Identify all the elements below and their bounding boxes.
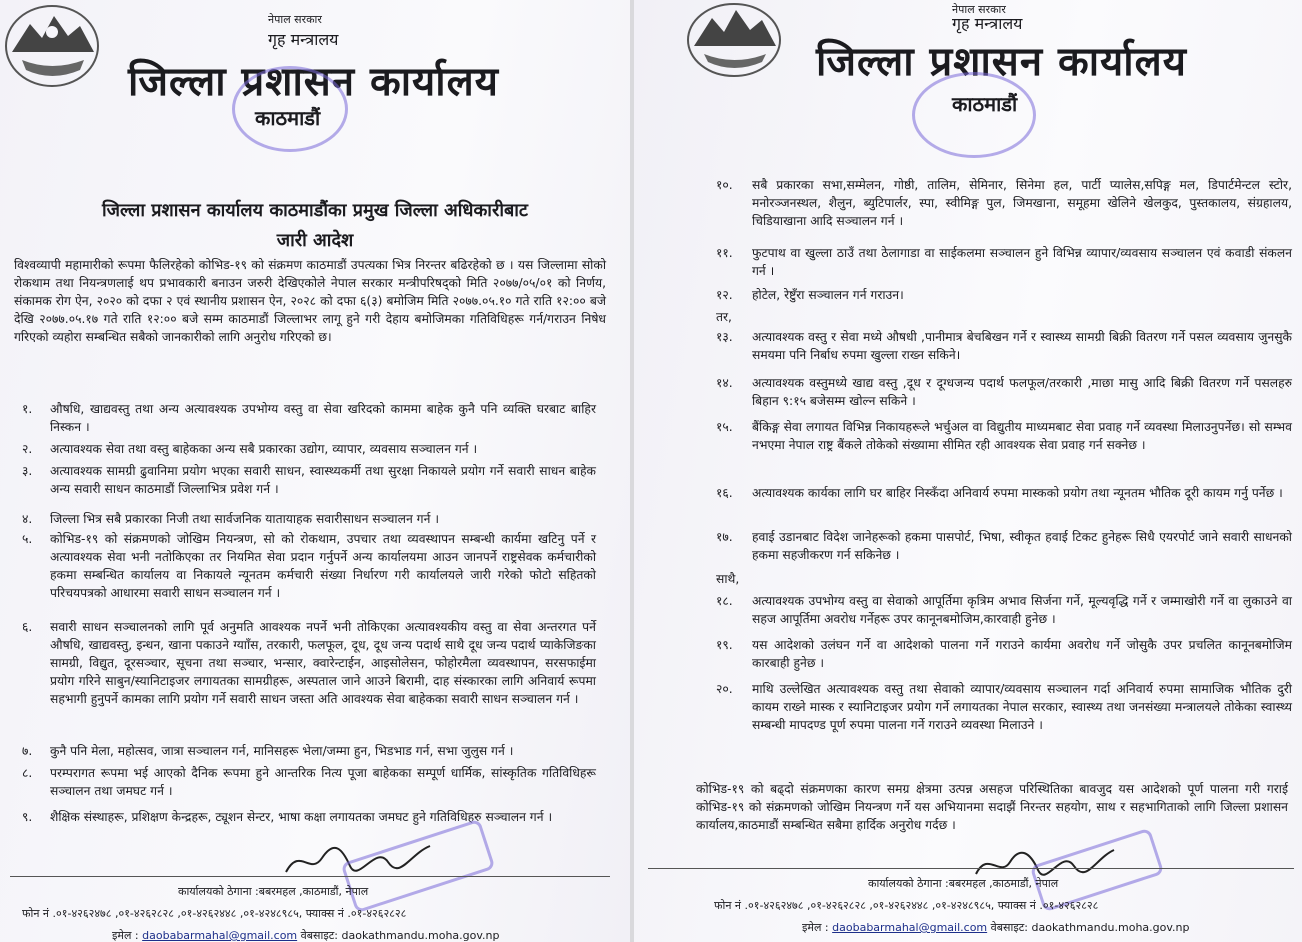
order-item [716,418,1292,472]
item-text: अत्यावश्यक सेवा तथा वस्तु बाहेकका अन्य सबै प्रकारका उद्योग, व्यापार, व्यवसाय सञ्चालन गर्न । [50,442,478,456]
item-number: १४. [716,376,733,390]
city-label: काठमाडौं [255,106,321,130]
footer-divider [648,868,1294,869]
office-contact [112,928,500,942]
connector-tara: तर, [716,310,732,324]
order-item [716,286,1292,304]
government-label: नेपाल सरकार [952,3,1006,16]
item-text: अत्यावश्यक कार्यका लागि घर बाहिर निस्कँदा अनिवार्य रुपमा मास्कको प्रयोग तथा न्यूनतम भौतिक दूरी कायम गर्नु पर्नेछ । [752,486,1283,500]
order-item [22,530,596,620]
order-item [716,528,1292,564]
item-text: अत्यावश्यक उपभोग्य वस्तु वा सेवाको आपूर्तिमा कृत्रिम अभाव सिर्जना गर्ने, मूल्यवृद्धि गर्ने र जम्माखोरी गर्ने वा लुकाउने वा सहज आपूर्तिमा अवरोध गर्नेहरू उपर कानूनबमोजिम,कारवाही हुनेछ । [752,594,1292,626]
ministry-label: गृह मन्त्रालय [268,30,339,49]
item-text: हवाई उडानबाट विदेश जानेहरूको हकमा पासपोर्ट, भिषा, स्वीकृत हवाई टिकट हुनेहरू सिधै एयरपोर्ट जाने सवारी साधनको हकमा सहजीकरण गर्न सकिनेछ । [752,530,1292,562]
item-number: २. [22,442,33,456]
item-number: १५. [716,420,733,434]
office-contact [802,920,1190,935]
closing-paragraph: कोभिड-१९ को बढ्दो संक्रमणका कारण समग्र क्षेत्रमा उत्पन्न असहज परिस्थितिका बावजुद यस आदेशको पूर्ण पालना गरी गराई कोभिड-१९ को संक्रमणको जोखिम नियन्त्रण गर्ने यस अभियानमा सदाझैं निरन्तर सहयोग, साथ र सहभागिताको लागि जिल्ला प्रशासन कार्यालय,काठमाडौं सम्बन्धित सबैमा हार्दिक अनुरोध गर्दछ । [696,782,1288,832]
item-number: २०. [716,682,733,696]
website-label: वेबसाइट: [990,921,1028,934]
order-item [716,176,1292,240]
order-item [22,742,596,760]
order-item [22,440,596,458]
item-number: ९. [22,810,33,824]
office-address: कार्यालयको ठेगाना :बबरमहल ,काठमाडौं, नेपाल [868,877,1059,890]
office-title: जिल्ला प्रशासन कार्यालय [816,39,1187,85]
item-text: होटेल, रेष्टुँरा सञ्चालन गर्न गराउन। [752,288,904,302]
item-text: फुटपाथ वा खुल्ला ठाउँ तथा ठेलागाडा वा साईकलमा सञ्चालन हुने विभिन्न व्यापार/व्यवसाय सञ्चालन एवं कवाडी संकलन गर्न । [752,246,1292,278]
item-text: कोभिड-१९ को संक्रमणको जोखिम नियन्त्रण, सो को रोकथाम, उपचार तथा व्यवस्थापन सम्बन्धी कार्यमा खटिनु पर्ने र अत्यावश्यक सेवा भनी नतोकिएका तर नियमित सेवा प्रदान गर्नुपर्ने अन्य कार्यालयमा आउन जानपर्ने राष्ट्रसेवक कर्मचारीको हकमा सम्बन्धित कार्यालय वा निकायले न्यूनतम कर्मचारी संख्या निर्धारण गरी कार्यालयले जारी गरेको फोटो सहितको परिचयपत्रको आधारमा सवारी साधन सञ्चालन गर्न । [50,532,596,600]
website-label: वेबसाइट: [300,929,338,942]
left-notice-page [0,0,630,942]
office-phone: फोन नं .०१-४२६२४७८ ,०१-४२६२८२८ ,०१-४२६२४४८ ,०१-४२४८९८५, फ्याक्स नं .०१-४२६२८२८ [714,899,1099,912]
order-heading-line2: जारी आदेश [276,230,354,251]
order-heading-line1: जिल्ला प्रशासन कार्यालय काठमाडौंका प्रमुख जिल्ला अधिकारीबाट [101,200,529,221]
order-item [22,462,596,498]
nepal-emblem-icon [684,0,784,80]
item-text: माथि उल्लेखित अत्यावश्यक वस्तु तथा सेवाको व्यापार/व्यवसाय सञ्चालन गर्दा अनिवार्य रुपमा सामाजिक भौतिक दुरी कायम राख्ने मास्क र स्यानिटाइजर प्रयोग गर्ने लगायतका नेपाल सरकार, स्वास्थ्य तथा जनसंख्या मन्त्रालयले तोकेका स्वास्थ्य सम्बन्धी मापदण्ड पूर्ण रुपमा पालना गर्ने गराउने व्यवस्था मिलाउने । [752,682,1292,732]
order-item [22,764,596,800]
email-link[interactable]: daobabarmahal@gmail.com [832,921,988,934]
item-text: सबै प्रकारका सभा,सम्मेलन, गोष्ठी, तालिम, सेमिनार, सिनेमा हल, पार्टी प्यालेस,सपिङ्ग मल, डिपार्टमेन्टल स्टोर, मनोरञ्जनस्थल, शैलुन, ब्युटिपार्लर, स्पा, स्वीमिङ्ग पुल, जिमखाना, समूहमा खेलिने खेलकुद, पुस्तकालय, संग्रहालय, चिडियाखाना आदि सञ्चालन गर्न । [752,178,1292,228]
item-number: १६. [716,486,733,500]
office-address: कार्यालयको ठेगाना :बबरमहल ,काठमाडौं, नेपाल [178,885,369,898]
office-title: जिल्ला प्रशासन कार्यालय [128,59,499,105]
item-number: १२. [716,288,733,302]
item-text: औषधि, खाद्यवस्तु तथा अन्य अत्यावश्यक उपभोग्य वस्तु वा सेवा खरिदको काममा बाहेक कुनै पनि व्यक्ति घरबाट बाहिर निस्कन । [50,402,596,434]
office-phone: फोन नं .०१-४२६२४७८ ,०१-४२६२८२८ ,०१-४२६२४४८ ,०१-४२४८९८५, फ्याक्स नं .०१-४२६२८२८ [22,907,407,920]
email-label: इमेल : [112,929,139,942]
email-label: इमेल : [802,921,829,934]
website-link[interactable]: daokathmandu.moha.gov.np [1031,921,1190,934]
order-item [22,618,596,744]
nepal-emblem-icon [2,2,102,90]
item-text: यस आदेशको उलंघन गर्ने वा आदेशको पालना गर्ने गराउने कार्यमा अवरोध गर्ने जोसुकै उपर प्रचलित कानूनबमोजिम कारबाही हुनेछ । [752,638,1292,670]
order-item [716,592,1292,628]
item-text: अत्यावश्यक वस्तु र सेवा मध्ये औषधी ,पानीमात्र बेचबिखन गर्ने र स्वास्थ्य सामग्री बिक्री वितरण गर्ने पसल व्यवसाय जुनसुकै समयमा पनि निर्बाध रुपमा खुल्ला राख्न सकिने। [752,330,1292,362]
item-number: १. [22,402,33,416]
item-number: १३. [716,330,733,344]
order-item [716,244,1292,280]
item-number: ११. [716,246,733,260]
order-item [22,400,596,436]
item-number: ३. [22,464,33,478]
item-number: १७. [716,530,733,544]
email-link[interactable]: daobabarmahal@gmail.com [142,929,298,942]
connector-sathai: साथै, [716,572,740,586]
order-item [716,484,1292,520]
website-link[interactable]: daokathmandu.moha.gov.np [341,929,500,942]
city-label: काठमाडौं [952,92,1018,116]
order-item [22,510,596,528]
item-number: १९. [716,638,733,652]
item-number: १०. [716,178,733,192]
item-number: ८. [22,766,33,780]
order-item [716,328,1292,364]
item-number: ७. [22,744,33,758]
order-heading [20,196,610,256]
item-number: ६. [22,620,33,634]
item-text: अत्यावश्यक वस्तुमध्ये खाद्य वस्तु ,दूध र दूग्धजन्य पदार्थ फलफूल/तरकारी ,माछा मासु आदि बिक्री वितरण गर्ने पसलहरु बिहान ९:१५ बजेसम्म खोल्न सकिने । [752,376,1292,408]
order-item [716,680,1292,752]
item-text: सवारी साधन सञ्चालनको लागि पूर्व अनुमति आवश्यक नपर्ने भनी तोकिएका अत्यावश्यकीय वस्तु वा सेवा अन्तरगत पर्ने औषधि, खाद्यवस्तु, इन्धन, खाना पकाउने ग्यााँस, तरकारी, फलफूल, दूध, दूध जन्य पदार्थ साथै दूध जन्य पदार्थ प्याकेजिङका सामग्री, विद्युत, दूरसञ्चार, सूचना तथा सञ्चार, भन्सार, क्वारेन्टाईन, आइसोलेसन, फोहोरमैला व्यवस्थापन, सरसफाईमा प्रयोग गरिने साबुन/स्यानिटाइजर लगायतका सामग्रीहरू, अस्पताल जाने आउने बिरामी, दाह संस्कारका लागि अनिवार्य रूपमा सहभागी हुनुपर्ने कामका लागि प्रयोग गर्ने सवारी साधन जस्ता अति आवश्यक सेवा बाहेकका सवारी साधन सञ्चालन गर्न । [50,620,596,706]
item-text: परम्परागत रूपमा भई आएको दैनिक रूपमा हुने आन्तरिक नित्य पूजा बाहेकका सम्पूर्ण धार्मिक, सांस्कृतिक गतिविधिहरू सञ्चालन तथा जमघट गर्न । [50,766,596,798]
order-item [716,374,1292,410]
ministry-label: गृह मन्त्रालय [952,14,1023,33]
item-text: जिल्ला भित्र सबै प्रकारका निजी तथा सार्वजनिक यातायाहक सवारीसाधन सञ्चालन गर्न । [50,512,439,526]
intro-paragraph: विश्वव्यापी महामारीको रूपमा फैलिरहेको कोभिड-१९ को संक्रमण काठमाडौं उपत्यका भित्र निरन्तर बढिरहेको छ । यस जिल्लामा सोको रोकथाम तथा नियन्त्रणलाई थप प्रभावकारी बनाउन जरुरी देखिएकोले नेपाल सरकार मन्त्रीपरिषद्को मिति २०७७/०५/०१ को निर्णय, संकामक रोग ऐन, २०२० को दफा २ एवं स्थानीय प्रशासन ऐन, २०२८ को दफा ६(३) बमोजिम मिति २०७७.०५.१० गते राति १२:०० बजे देखि २०७७.०५.१७ गते राति १२:०० बजे सम्म काठमाडौं जिल्लाभर लागू हुने गरी देहाय बमोजिमका गतिविधिहरू गर्न/गराउन निषेध गरिएको व्यहोरा सम्बन्धित सबैको जानकारीको लागि अनुरोध गरिएको छ। [14,258,606,344]
item-text: बैंकिङ्ग सेवा लगायत विभिन्न निकायहरूले भर्चुअल वा विद्युतीय माध्यमबाट सेवा प्रवाह गर्ने व्यवस्था मिलाउनुपर्नेछ। सो सम्भव नभएमा नेपाल राष्ट्र बैंकले तोकेको संख्यामा सीमित रही आवश्यक सेवा प्रवाह गर्न सक्नेछ । [752,420,1292,452]
item-text: शैक्षिक संस्थाहरू, प्रशिक्षण केन्द्रहरू, ट्यूशन सेन्टर, भाषा कक्षा लगायतका जमघट हुने गतिविधिहरु सञ्चालन गर्न । [50,810,553,824]
item-number: १८. [716,594,733,608]
government-label: नेपाल सरकार [268,13,322,26]
item-number: ५. [22,532,33,546]
footer-divider [10,876,610,877]
item-text: अत्यावश्यक सामग्री ढुवानिमा प्रयोग भएका सवारी साधन, स्वास्थ्यकर्मी तथा सुरक्षा निकायले प्रयोग गर्ने सवारी साधन बाहेक अन्य सवारी साधन काठमाडौं जिल्लाभित्र प्रवेश गर्न । [50,464,596,496]
item-number: ४. [22,512,33,526]
order-item [716,636,1292,672]
right-notice-page [634,0,1302,942]
item-text: कुनै पनि मेला, महोत्सव, जात्रा सञ्चालन गर्न, मानिसहरू भेला/जम्मा हुन, भिडभाड गर्न, सभा जुलुस गर्न । [50,744,514,758]
